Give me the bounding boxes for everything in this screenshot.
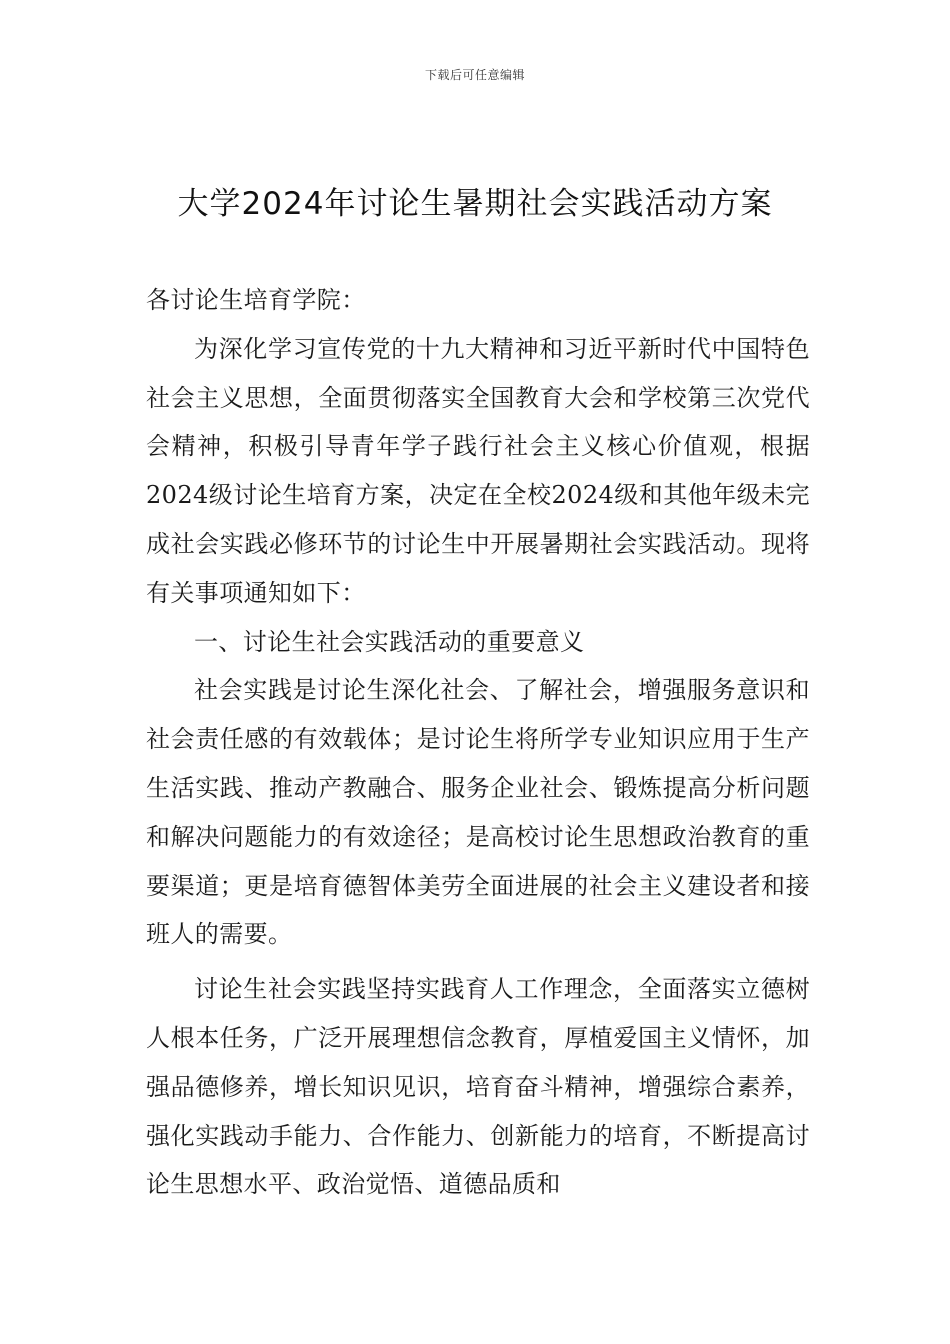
paragraph-intro: 为深化学习宣传党的十九大精神和习近平新时代中国特色社会主义思想，全面贯彻落实全国教育大会和学校第三次党代会精神，积极引导青年学子践行社会主义核心价值观，根据2024级讨论生培育方案，决定在全校2024级和其他年级未完成社会实践必修环节的讨论生中开展暑期社会实践活动。现将有关事项通知如下： — [146, 334, 810, 607]
paragraph-significance: 社会实践是讨论生深化社会、了解社会，增强服务意识和社会责任感的有效载体；是讨论生将所学专业知识应用于生产生活实践、推动产教融合、服务企业社会、锻炼提高分析问题和解决问题能力的有效途径；是高校讨论生思想政治教育的重要渠道；更是培育德智体美劳全面进展的社会主义建设者和接班人的需要。 — [146, 676, 810, 949]
section-heading: 一、讨论生社会实践活动的重要意义 — [194, 627, 585, 656]
paragraph-principles: 讨论生社会实践坚持实践育人工作理念，全面落实立德树人根本任务，广泛开展理想信念教育，厚植爱国主义情怀，加强品德修养，增长知识见识，培育奋斗精神，增强综合素养，强化实践动手能力、合作能力、创新能力的培育，不断提高讨论生思想水平、政治觉悟、道德品质和 — [146, 975, 810, 1199]
document-body — [146, 276, 810, 1209]
header-note: 下载后可任意编辑 — [424, 68, 525, 82]
salutation: 各讨论生培育学院： — [146, 286, 366, 314]
document-title: 大学2024年讨论生暑期社会实践活动方案 — [177, 186, 773, 222]
